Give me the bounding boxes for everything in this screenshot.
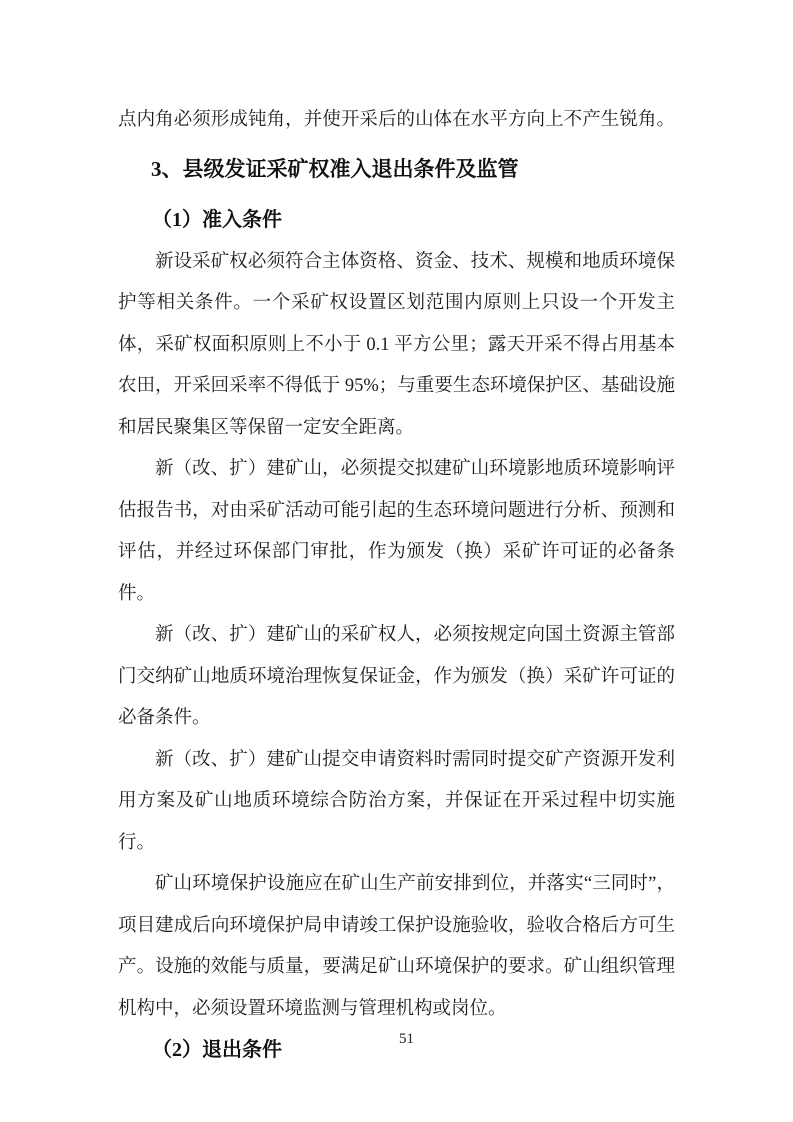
paragraph-environmental-facilities (118, 864, 675, 1030)
page-body-text (118, 100, 675, 1072)
paragraph-restoration-deposit (118, 615, 675, 740)
subsection-heading-exit-conditions: （2）退出条件 (152, 1039, 282, 1061)
text-line: 评估，并经过环保部门审批，作为颁发（换）采矿许可证的必备条件。 (118, 542, 675, 604)
section-heading: 3、县级发证采矿权准入退出条件及监管 (151, 156, 519, 181)
text-line: 门交纳矿山地质环境治理恢复保证金，作为颁发（换）采矿许可证的 (118, 666, 675, 687)
text-line: 用方案及矿山地质环境综合防治方案，并保证在开采过程中切实施 (118, 791, 675, 811)
text-line: 新（改、扩）建矿山提交申请资料时需同时提交矿产资源开发利 (155, 749, 675, 770)
paragraph-application-materials (118, 740, 675, 865)
subsection-heading-entry-conditions: （1）准入条件 (152, 208, 282, 231)
text-line: 机构中，必须设置环境监测与管理机构或岗位。 (118, 998, 507, 1019)
text-line: 新（改、扩）建矿山，必须提交拟建矿山环境影地质环境影响评 (155, 459, 675, 479)
text-line: 和居民聚集区等保留一定安全距离。 (118, 417, 415, 438)
text-line: 估报告书，对由采矿活动可能引起的生态环境问题进行分析、预测和 (118, 500, 675, 521)
text-line: 矿山环境保护设施应在矿山生产前安排到位，并落实“三同时”， (155, 874, 675, 894)
paragraph-impact-assessment (118, 449, 675, 615)
paragraph-entry-requirements (118, 242, 675, 450)
text-line: 新设采矿权必须符合主体资格、资金、技术、规模和地质环境保 (155, 251, 675, 272)
text-line: 产。设施的效能与质量，要满足矿山环境保护的要求。矿山组织管理 (118, 957, 675, 977)
text-line: 护等相关条件。一个采矿权设置区划范围内原则上只设一个开发主 (118, 293, 675, 313)
text-line: 项目建成后向环境保护局申请竣工保护设施验收，验收合格后方可生 (118, 915, 675, 936)
text-line: 必备条件。 (118, 708, 211, 728)
text-line: 体，采矿权面积原则上不小于 0.1 平方公里；露天开采不得占用基本 (118, 334, 675, 355)
text-line: 新（改、扩）建矿山的采矿权人，必须按规定向国土资源主管部 (155, 625, 675, 645)
page-number: 51 (399, 1031, 414, 1047)
paragraph-continuation-line: 点内角必须形成钝角，并使开采后的山体在水平方向上不产生锐角。 (118, 110, 675, 130)
text-line: 行。 (118, 832, 156, 853)
text-line: 农田，开采回采率不得低于 95%；与重要生态环境保护区、基础设施 (118, 376, 675, 396)
